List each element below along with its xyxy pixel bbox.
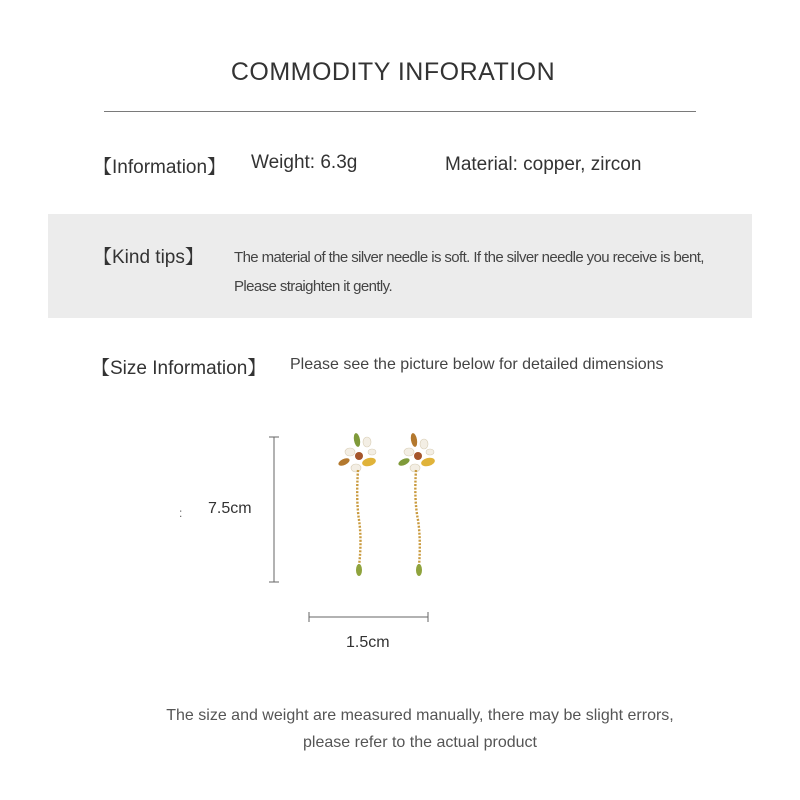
disclaimer-note (120, 702, 720, 756)
information-label: 【Information】 (93, 157, 227, 178)
material-value: Material: copper, zircon (445, 154, 642, 175)
earring-right-flower (397, 433, 436, 472)
height-dimension-label: 7.5cm (208, 500, 252, 517)
height-dimension-line (269, 437, 279, 582)
weight-value: Weight: 6.3g (251, 152, 358, 173)
size-information-description: Please see the picture below for detailed dimensions (290, 356, 664, 373)
size-information-label: 【Size Information】 (91, 358, 267, 379)
earring-left-chain (357, 470, 360, 566)
earring-left-flower (337, 433, 377, 472)
earring-right-chain (415, 470, 419, 566)
kind-tips-line-1: The material of the silver needle is soft. If the silver needle you receive is bent, (234, 249, 704, 266)
kind-tips-text (234, 243, 739, 301)
disclaimer-line-1: The size and weight are measured manually, there may be slight errors, (166, 707, 674, 724)
earring-right-drop (416, 564, 422, 576)
earring-right (397, 433, 436, 576)
page-title: COMMODITY INFORATION (230, 58, 556, 86)
earring-left-drop (356, 564, 362, 576)
width-dimension-line (309, 612, 428, 622)
earring-left (337, 433, 377, 576)
stray-marker: : (179, 506, 183, 520)
kind-tips-line-2: Please straighten it gently. (234, 278, 393, 295)
width-dimension-label: 1.5cm (346, 634, 390, 651)
disclaimer-line-2: please refer to the actual product (303, 734, 537, 751)
title-divider (104, 111, 696, 112)
kind-tips-label: 【Kind tips】 (93, 247, 204, 268)
kind-tips-panel (48, 214, 752, 318)
